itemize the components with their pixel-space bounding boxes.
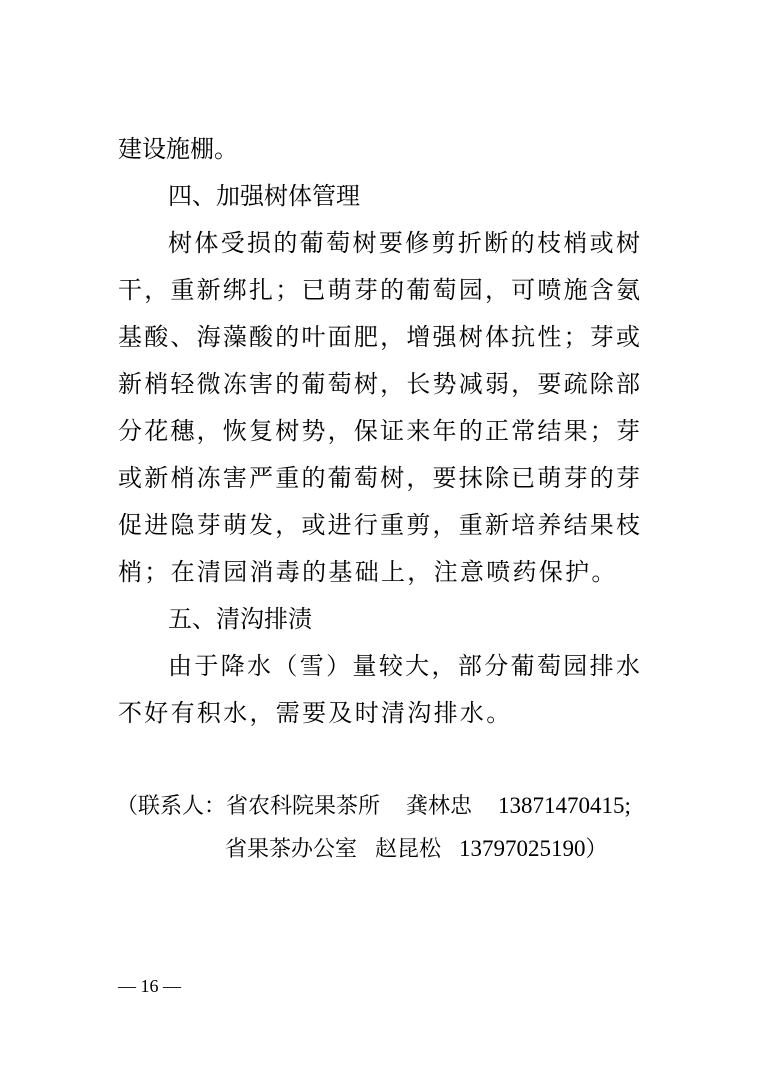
paragraph-line: 干，重新绑扎；已萌芽的葡萄园，可喷施含氨 bbox=[118, 276, 640, 304]
contact-phone-1: 13871470415; bbox=[498, 793, 631, 818]
page-number: — 16 — bbox=[118, 976, 181, 996]
contact-name-2: 赵昆松 bbox=[375, 837, 442, 862]
contact-phone-2: 13797025190 bbox=[459, 836, 586, 861]
contact-line-2 bbox=[225, 835, 608, 864]
contact-org-1: 省农科院果茶所 bbox=[226, 794, 381, 819]
paragraph-line: 梢；在清园消毒的基础上，注意喷药保护。 bbox=[118, 558, 618, 586]
section-heading-5: 五、清沟排渍 bbox=[168, 605, 312, 633]
paragraph-line: 不好有积水，需要及时清沟排水。 bbox=[118, 699, 513, 727]
contact-prefix: （联系人： bbox=[116, 794, 227, 819]
contact-name-1: 龚林忠 bbox=[406, 794, 473, 819]
paragraph-line: 新梢轻微冻害的葡萄树，长势减弱，要疏除部 bbox=[118, 370, 640, 398]
contact-close: ） bbox=[585, 837, 608, 862]
paragraph-line: 分花穗，恢复树势，保证来年的正常结果；芽 bbox=[118, 417, 640, 445]
paragraph-line: 促进隐芽萌发，或进行重剪，重新培养结果枝 bbox=[118, 511, 640, 539]
paragraph-line: 树体受损的葡萄树要修剪折断的枝梢或树 bbox=[168, 229, 640, 257]
section-heading-4: 四、加强树体管理 bbox=[168, 182, 360, 210]
contact-org-2: 省果茶办公室 bbox=[225, 837, 358, 862]
paragraph-line: 或新梢冻害严重的葡萄树，要抹除已萌芽的芽 bbox=[118, 464, 640, 492]
paragraph-line: 由于降水（雪）量较大，部分葡萄园排水 bbox=[168, 652, 640, 680]
paragraph-line: 建设施棚。 bbox=[118, 135, 238, 163]
contact-line-1 bbox=[116, 792, 631, 821]
paragraph-line: 基酸、海藻酸的叶面肥，增强树体抗性；芽或 bbox=[118, 323, 640, 351]
